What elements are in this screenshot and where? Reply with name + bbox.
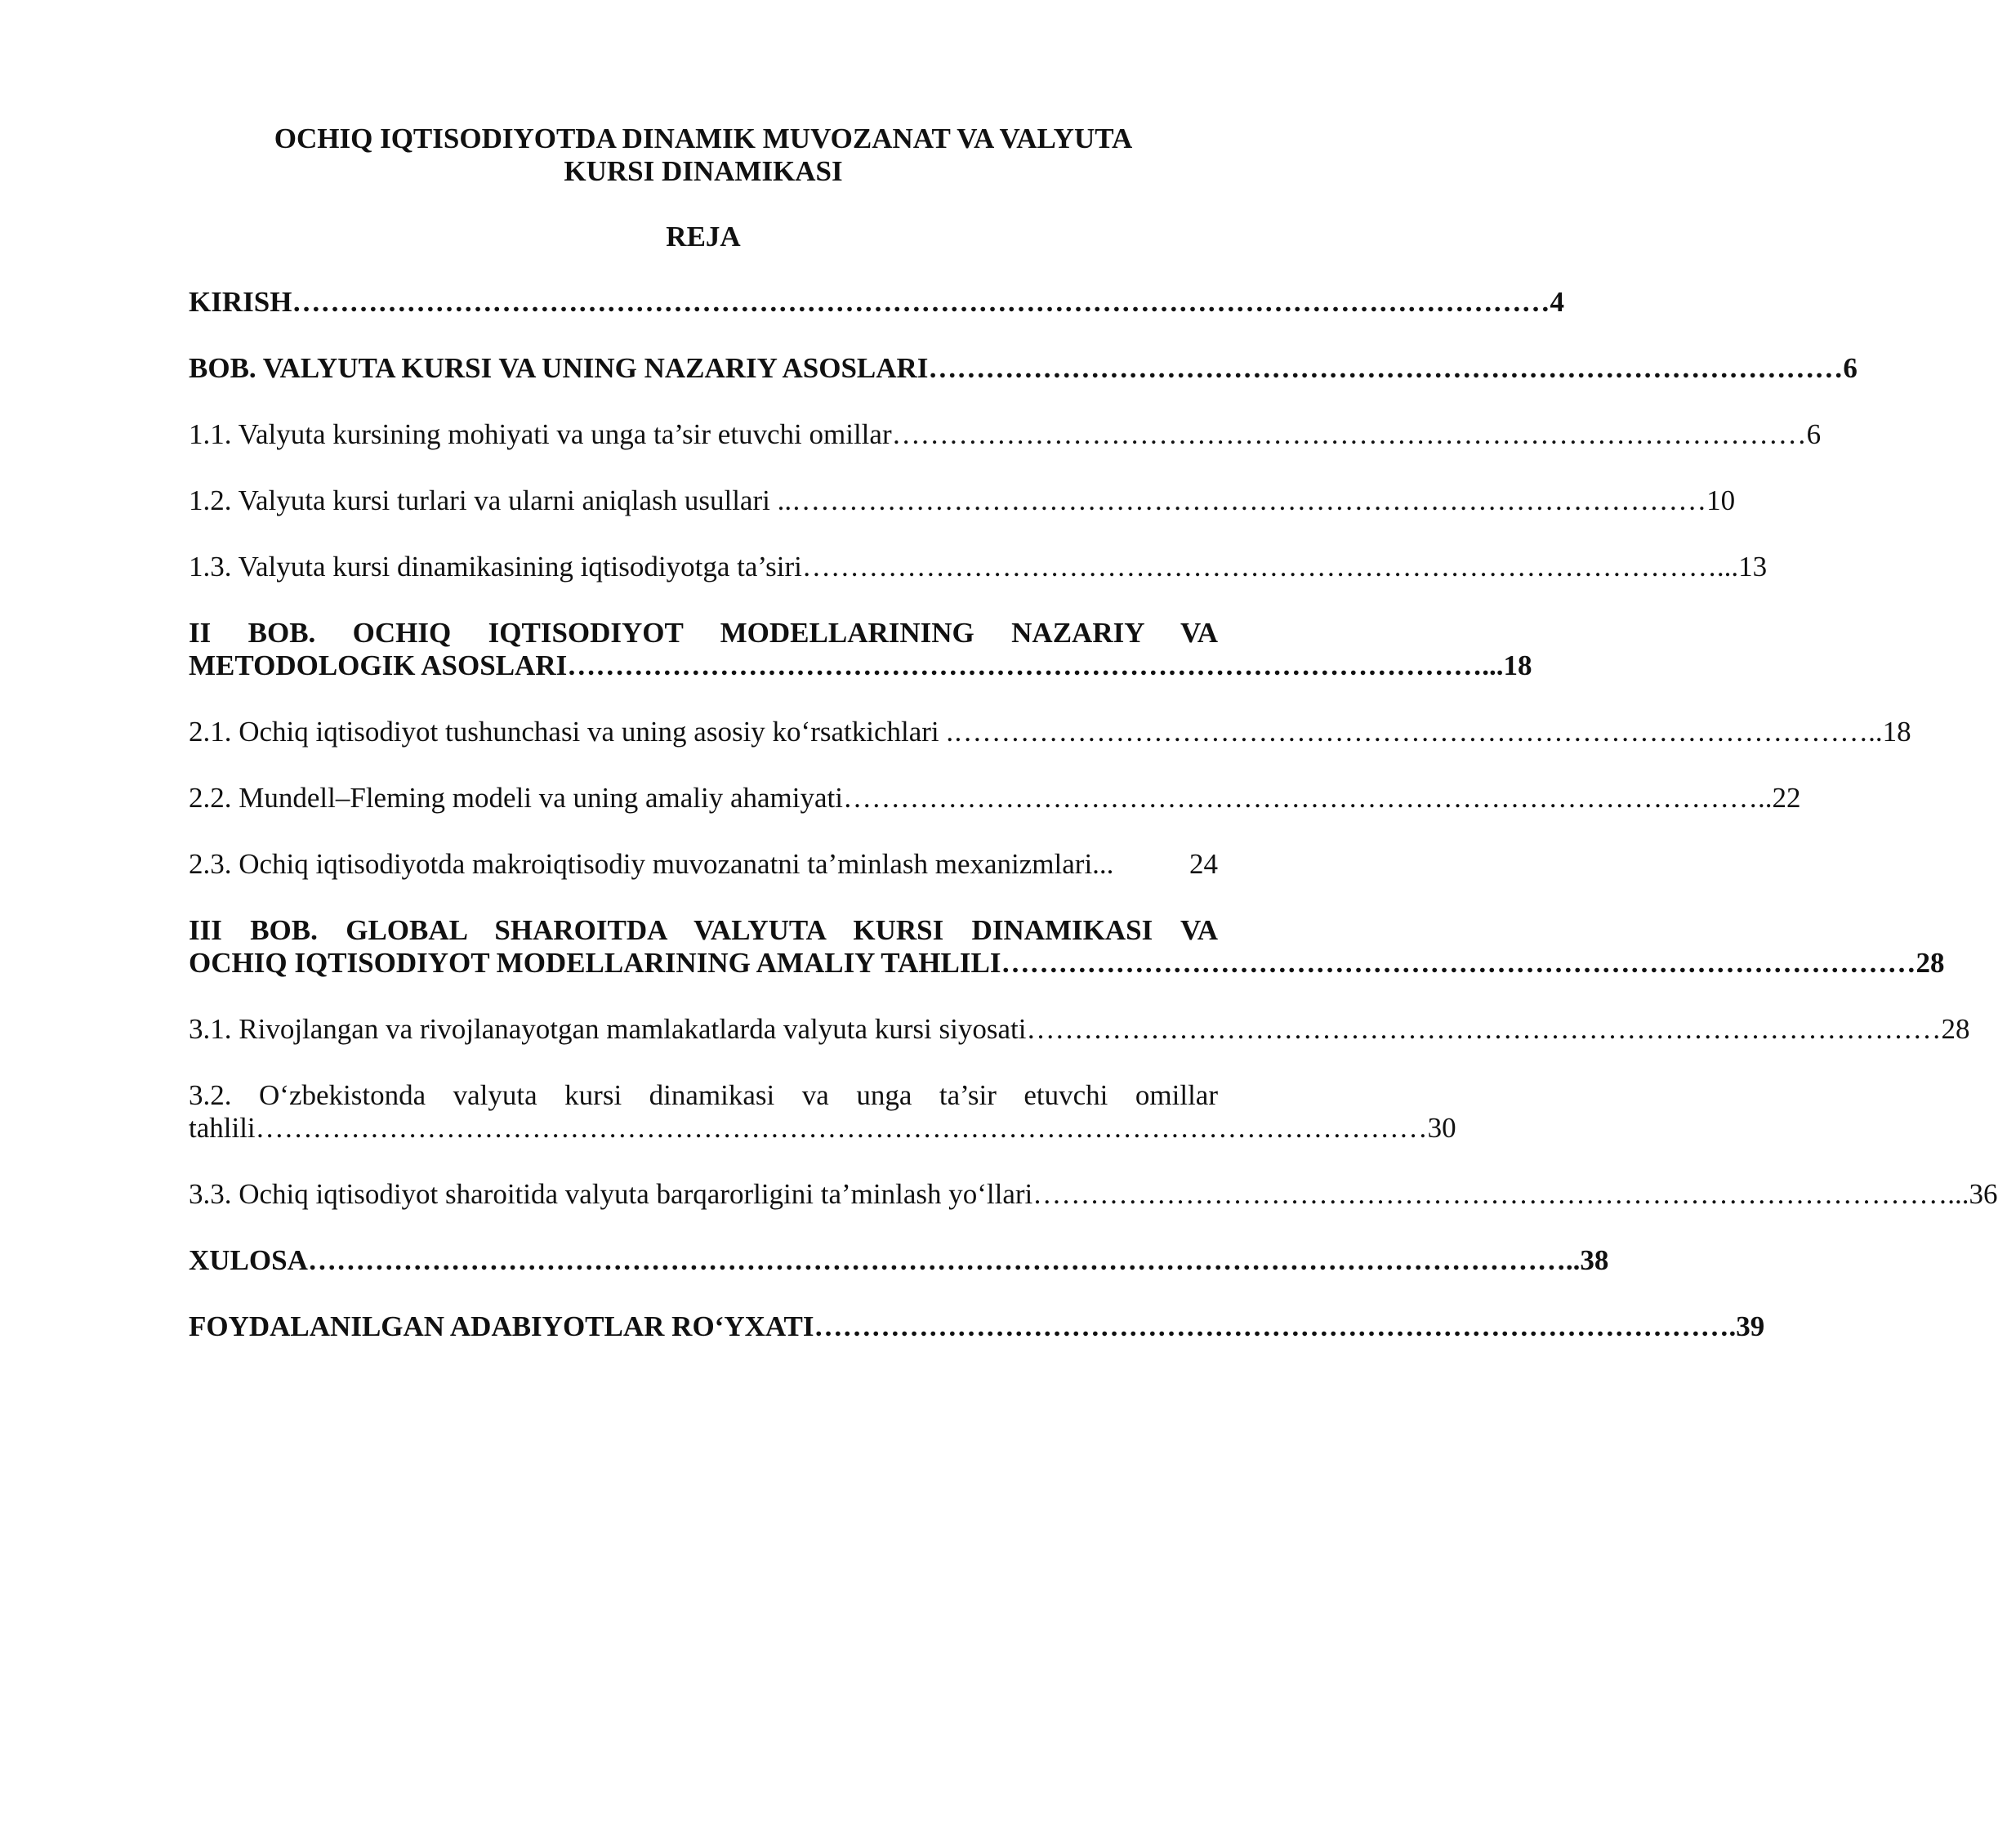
toc-dot-leader: ……………………………………………………………………………………: [953, 716, 1869, 748]
toc-entry-2-1: [189, 716, 1911, 748]
toc-page-number: 6: [1806, 418, 1822, 450]
document-title-line1: OCHIQ IQTISODIYOTDA DINAMIK MUVOZANAT VA VALYUTA: [274, 123, 1133, 154]
toc-entry-chapter-1: [189, 352, 1858, 385]
toc-page-number: ..18: [1868, 716, 1911, 748]
toc-entry-text-line1: III BOB. GLOBAL SHAROITDA VALYUTA KURSI DINAMIKASI VA: [189, 914, 1218, 946]
toc-dot-leader: ……………………………………………………………………………………: [891, 418, 1807, 450]
plan-heading: REJA: [666, 221, 741, 252]
toc-entry-3-2: [189, 1079, 1456, 1145]
document-title-line2: KURSI DINAMIKASI: [564, 155, 843, 187]
toc-entry-references: [189, 1310, 1765, 1343]
toc-page-number: 28: [1915, 947, 1945, 979]
toc-entry-text: 1.3. Valyuta kursi dinamikasining iqtisodiyotga ta’siri: [189, 551, 802, 583]
table-of-contents: [189, 286, 1998, 1343]
toc-dot-leader: ……………………………………………………………………………………………………………………: [307, 1244, 1566, 1276]
toc-entry-1-1: [189, 418, 1822, 451]
toc-entry-text-line1: 3.2. O‘zbekistonda valyuta kursi dinamikasi va unga ta’sir etuvchi omillar: [189, 1079, 1218, 1111]
toc-entry-2-3: [189, 848, 1218, 881]
toc-dot-leader: ……………………………………………………………………………………: [1032, 1178, 1948, 1210]
toc-page-number: ..38: [1565, 1244, 1609, 1276]
toc-page-number: ..22: [1757, 782, 1801, 814]
toc-page-number: ...13: [1716, 551, 1768, 583]
toc-entry-text: 1.1. Valyuta kursining mohiyati va unga ta’sir etuvchi omillar: [189, 418, 892, 450]
toc-page-number: 4: [1550, 286, 1564, 318]
toc-entry-2-2: [189, 782, 1801, 815]
toc-entry-3-1: [189, 1013, 1970, 1046]
toc-dot-leader: ……………………………………………………………………………………………………………: [255, 1112, 1428, 1144]
toc-entry-text: XULOSA: [189, 1244, 308, 1276]
toc-page-number: .39: [1728, 1310, 1765, 1342]
toc-page-number: ...18: [1482, 649, 1532, 681]
toc-entry-kirish: [189, 286, 1564, 319]
toc-entry-xulosa: [189, 1244, 1609, 1277]
toc-entry-text-line1: II BOB. OCHIQ IQTISODIYOT MODELLARINING NAZARIY VA: [189, 617, 1218, 649]
toc-dot-leader: ……………………………………………………………………………………: [842, 782, 1758, 814]
toc-entry-chapter-2: [189, 617, 1532, 682]
toc-dot-leader: ……………………………………………………………………………………: [1001, 947, 1916, 979]
toc-entry-text: 3.3. Ochiq iqtisodiyot sharoitida valyuta barqarorligini ta’minlash yo‘llari: [189, 1178, 1033, 1210]
toc-page-number: ...36: [1947, 1178, 1998, 1210]
toc-entry-1-2: [189, 484, 1736, 517]
toc-entry-text: 2.1. Ochiq iqtisodiyot tushunchasi va uning asosiy ko‘rsatkichlari .: [189, 716, 954, 748]
toc-entry-text: METODOLOGIK ASOSLARI: [189, 649, 568, 681]
toc-page-number: 24: [1189, 848, 1218, 880]
toc-entry-text: tahlili: [189, 1112, 256, 1144]
toc-page-number: 6: [1843, 352, 1858, 384]
toc-entry-text: 1.2. Valyuta kursi turlari va ularni aniqlash usullari ..: [189, 484, 792, 516]
toc-entry-3-3: [189, 1178, 1998, 1211]
toc-entry-1-3: [189, 551, 1768, 583]
toc-entry-line2: [189, 649, 1532, 682]
toc-dot-leader: ……………………………………………………………………………………………………………………: [292, 286, 1550, 318]
toc-page-number: 28: [1941, 1013, 1970, 1045]
toc-entry-line2: [189, 1112, 1456, 1145]
toc-dot-leader: ……………………………………………………………………………………: [792, 484, 1707, 516]
toc-entry-text: 2.2. Mundell–Fleming modeli va uning amaliy ahamiyati: [189, 782, 843, 814]
toc-dot-leader: ……………………………………………………………………………………: [1026, 1013, 1942, 1045]
toc-entry-text: FOYDALANILGAN ADABIYOTLAR RO‘YXATI: [189, 1310, 814, 1342]
toc-entry-text: KIRISH: [189, 286, 292, 318]
toc-dot-leader: ……………………………………………………………………………………: [801, 551, 1717, 583]
document-title: [189, 123, 1218, 188]
toc-page-number: 10: [1706, 484, 1736, 516]
toc-entry-line2: [189, 947, 1945, 980]
toc-entry-text: OCHIQ IQTISODIYOT MODELLARINING AMALIY TAHLILI: [189, 947, 1001, 979]
toc-page-number: 30: [1427, 1112, 1456, 1144]
document-content: [189, 123, 1998, 1377]
toc-entry-text: 3.1. Rivojlangan va rivojlanayotgan mamlakatlarda valyuta kursi siyosati: [189, 1013, 1027, 1045]
toc-entry-text: 2.3. Ochiq iqtisodiyotda makroiqtisodiy muvozanatni ta’minlash mexanizmlari...: [189, 848, 1114, 880]
toc-entry-text: BOB. VALYUTA KURSI VA UNING NAZARIY ASOSLARI: [189, 352, 929, 384]
toc-entry-chapter-3: [189, 914, 1945, 980]
toc-dot-leader: ……………………………………………………………………………………: [567, 649, 1483, 681]
toc-dot-leader: ……………………………………………………………………………………: [928, 352, 1844, 384]
toc-dot-leader: ……………………………………………………………………………………: [814, 1310, 1729, 1342]
